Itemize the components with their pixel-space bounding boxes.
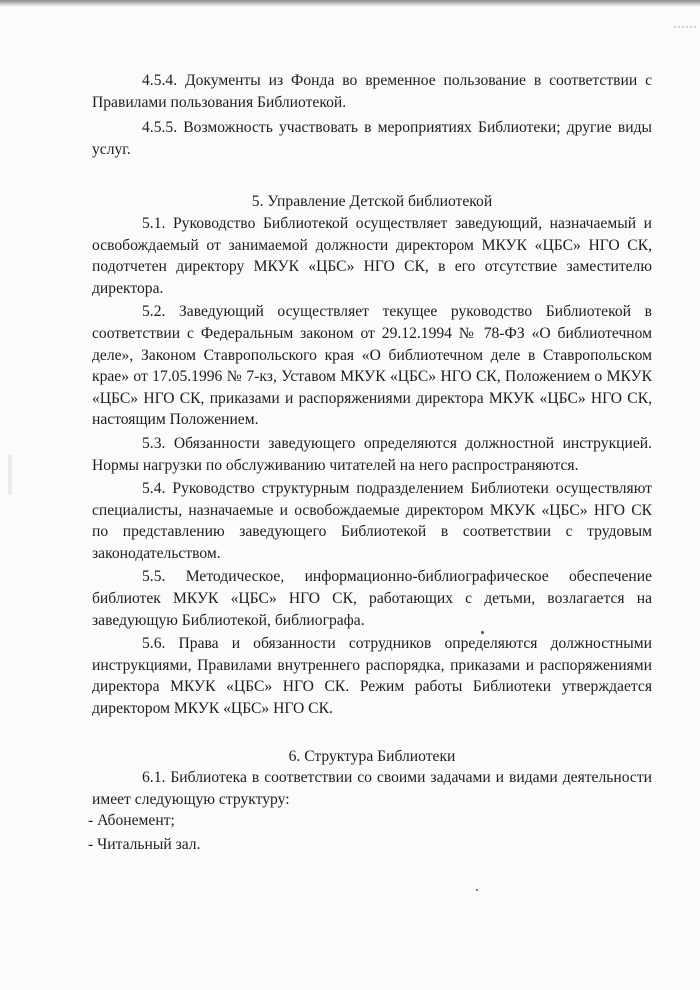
list-item-abonement: - Абонемент; — [88, 812, 175, 830]
paragraph-5-5: 5.5. Методическое, информационно-библиографическое обеспечение библиотек МКУК «ЦБС» НГО СК, работающих с детьми, возлагается на заведующую Библиотекой, библиографа. — [92, 568, 652, 629]
paragraph-4-5-5: 4.5.5. Возможность участвовать в мероприятиях Библиотеки; другие виды услуг. — [92, 119, 652, 158]
paragraph-5-2: 5.2. Заведующий осуществляет текущее руководство Библиотекой в соответствии с Федеральным законом от 29.12.1994 № 78-ФЗ «О библиотечном деле», Законом Ставропольского края «О библиотечном деле в Ставропольском крае» от 17.05.1996 № 7-кз, Уставом МКУК «ЦБС» НГО СК, Положением о МКУК «ЦБС» НГО СК, приказами и распоряжениями директора МКУК «ЦБС» НГО СК, настоящим Положением. — [92, 303, 652, 429]
scan-top-edge — [0, 0, 700, 7]
list-item-reading-room: - Читальный зал. — [88, 836, 201, 853]
paragraph-6-1: 6.1. Библиотека в соответствии со своими задачами и видами деятельности имеет следующую структуру: — [92, 769, 652, 808]
paragraph-4-5-4: 4.5.4. Документы из Фонда во временное пользование в соответствии с Правилами пользования Библиотекой. — [92, 72, 652, 111]
paragraph-5-6: 5.6. Права и обязанности сотрудников определяются должностными инструкциями, Правилами внутреннего распорядка, приказами и распоряжениями директора МКУК «ЦБС» НГО СК. Режим работы Библиотеки утверждается директором МКУК «ЦБС» НГО СК. — [92, 635, 652, 718]
paragraph-5-3: 5.3. Обязанности заведующего определяются должностной инструкцией. Нормы нагрузки по обслуживанию читателей на него распространяются. — [92, 434, 652, 474]
scan-speck — [476, 889, 478, 891]
section-heading-5: 5. Управление Детской библиотекой — [251, 193, 493, 211]
paragraph-5-1: 5.1. Руководство Библиотекой осуществляет заведующий, назначаемый и освобождаемый от занимаемой должности директором МКУК «ЦБС» НГО СК, подотчетен директору МКУК «ЦБС» НГО СК, в его отсутствие заместителю директора. — [92, 214, 652, 297]
section-heading-6: 6. Структура Библиотеки — [288, 747, 456, 765]
scan-left-mark — [8, 455, 12, 495]
scan-corner-mark — [674, 26, 696, 38]
document-page — [88, 70, 652, 856]
paragraph-5-4: 5.4. Руководство структурным подразделением Библиотеки осуществляют специалисты, назначаемые и освобождаемые директором МКУК «ЦБС» НГО СК по представлению заведующего Библиотекой в соответствии с трудовым законодательством. — [92, 480, 652, 562]
